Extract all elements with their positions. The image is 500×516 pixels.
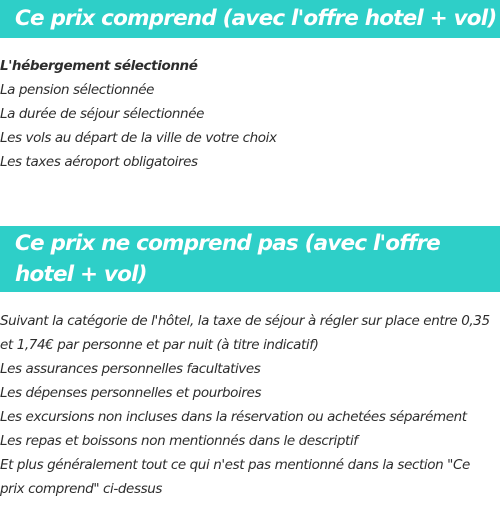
- excluded-item-meals: Les repas et boissons non mentionnés dans le descriptif: [0, 433, 358, 449]
- included-item-airport-taxes: Les taxes aéroport obligatoires: [0, 154, 198, 170]
- excluded-list: [0, 309, 500, 501]
- excluded-item-other: Et plus généralement tout ce qui n'est pas mentionné dans la section "Ce prix comprend" ci-dessus: [0, 457, 470, 497]
- excluded-item-excursions: Les excursions non incluses dans la réservation ou achetées séparément: [0, 409, 467, 425]
- included-item-board: La pension sélectionnée: [0, 82, 155, 98]
- excluded-item-personal-expenses: Les dépenses personnelles et pourboires: [0, 385, 262, 401]
- excluded-section-title: Ce prix ne comprend pas (avec l'offre hotel + vol): [0, 226, 500, 292]
- excluded-item-tourist-tax: Suivant la catégorie de l'hôtel, la taxe de séjour à régler sur place entre 0,35 et 1,74€ par personne et par nuit (à titre indicatif): [0, 313, 490, 353]
- included-item-duration: La durée de séjour sélectionnée: [0, 106, 205, 122]
- included-item-flights: Les vols au départ de la ville de votre choix: [0, 130, 277, 146]
- included-item-accommodation: L'hébergement sélectionné: [0, 58, 198, 74]
- included-list: [0, 54, 500, 174]
- included-section-title: Ce prix comprend (avec l'offre hotel + vol): [0, 0, 500, 38]
- excluded-item-insurance: Les assurances personnelles facultatives: [0, 361, 261, 377]
